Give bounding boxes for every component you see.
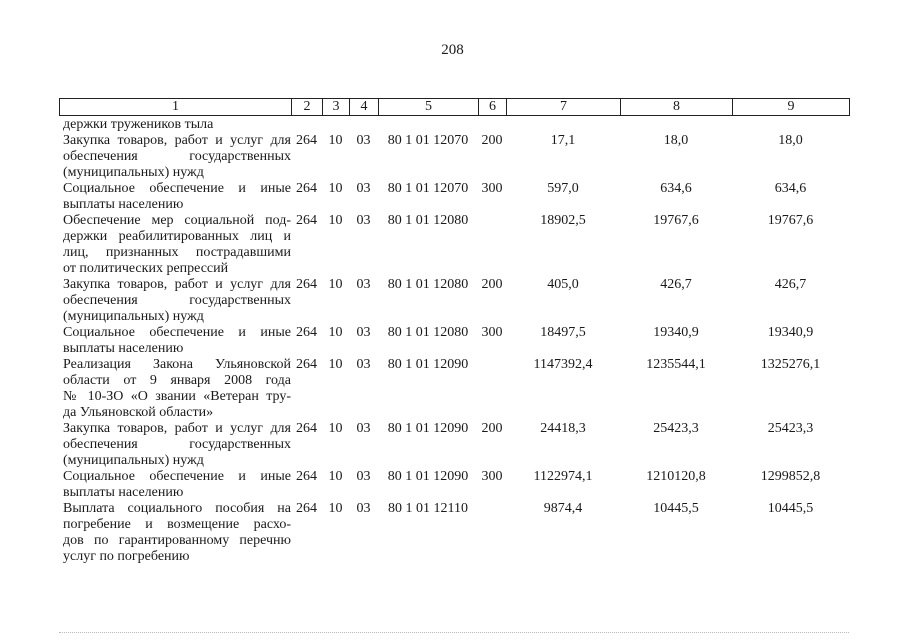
subsection-code: 03 xyxy=(356,357,371,372)
row-description xyxy=(59,421,291,469)
amount-year-1: 17,1 xyxy=(550,133,576,148)
description-line: выплаты населению xyxy=(63,341,184,356)
subsection-code: 03 xyxy=(356,213,371,228)
amount-year-1: 1122974,1 xyxy=(533,469,593,484)
description-line: Социальное обеспечение и иные xyxy=(63,325,291,340)
table-row xyxy=(59,133,849,181)
description-line: (муниципальных) нужд xyxy=(63,309,204,324)
amount-year-3: 19767,6 xyxy=(767,213,814,228)
amount-year-3: 25423,3 xyxy=(767,421,814,436)
target-article-code: 80 1 01 12080 xyxy=(387,325,469,340)
chapter-code: 264 xyxy=(296,133,317,148)
column-header-table xyxy=(59,98,850,116)
column-header-5: 5 xyxy=(379,99,479,116)
column-header-1: 1 xyxy=(60,99,292,116)
table-row xyxy=(59,501,849,565)
amount-year-3: 19340,9 xyxy=(767,325,814,340)
description-line: Обеспечение мер социальной под- xyxy=(63,213,291,228)
chapter-code: 264 xyxy=(296,213,317,228)
subsection-code: 03 xyxy=(356,469,371,484)
row-description xyxy=(59,181,291,213)
chapter-code: 264 xyxy=(296,501,317,516)
target-article-code: 80 1 01 12090 xyxy=(387,469,469,484)
table-row xyxy=(59,469,849,501)
subsection-code: 03 xyxy=(356,421,371,436)
description-line: Закупка товаров, работ и услуг для xyxy=(63,277,291,292)
column-header-7: 7 xyxy=(507,99,621,116)
expense-type-code: 300 xyxy=(481,325,503,340)
subsection-code: 03 xyxy=(356,325,371,340)
expense-type-code: 200 xyxy=(481,421,503,436)
amount-year-1: 597,0 xyxy=(547,181,579,196)
chapter-code: 264 xyxy=(296,421,317,436)
row-description xyxy=(59,117,291,133)
section-code: 10 xyxy=(328,469,343,484)
expense-type-code: 300 xyxy=(481,469,503,484)
row-description xyxy=(59,133,291,181)
amount-year-2: 1235544,1 xyxy=(646,357,706,372)
description-line: выплаты населению xyxy=(63,485,184,500)
target-article-code: 80 1 01 12070 xyxy=(387,133,469,148)
row-description xyxy=(59,357,291,421)
description-line: Социальное обеспечение и иные xyxy=(63,469,291,484)
description-line: дов по гарантированному перечню xyxy=(63,533,291,548)
expense-type-code: 200 xyxy=(481,277,503,292)
section-code: 10 xyxy=(328,501,343,516)
column-header-8: 8 xyxy=(621,99,733,116)
table-row xyxy=(59,421,849,469)
description-line: лиц, признанных пострадавшими xyxy=(63,245,291,260)
row-description xyxy=(59,277,291,325)
table-row xyxy=(59,277,849,325)
description-line: держки реабилитированных лиц и xyxy=(63,229,291,244)
amount-year-3: 18,0 xyxy=(778,133,803,148)
amount-year-2: 18,0 xyxy=(663,133,689,148)
amount-year-3: 10445,5 xyxy=(767,501,814,516)
chapter-code: 264 xyxy=(296,357,317,372)
table-row xyxy=(59,357,849,421)
amount-year-1: 405,0 xyxy=(547,277,579,292)
expense-type-code: 300 xyxy=(481,181,503,196)
description-line: Реализация Закона Ульяновской xyxy=(63,357,291,372)
amount-year-2: 1210120,8 xyxy=(646,469,706,484)
description-line: от политических репрессий xyxy=(63,261,229,276)
amount-year-2: 19767,6 xyxy=(653,213,699,228)
description-line: (муниципальных) нужд xyxy=(63,165,204,180)
target-article-code: 80 1 01 12080 xyxy=(387,277,469,292)
amount-year-1: 9874,4 xyxy=(543,501,583,516)
table-row xyxy=(59,117,849,133)
target-article-code: 80 1 01 12090 xyxy=(387,357,469,372)
budget-table-body xyxy=(59,117,849,565)
chapter-code: 264 xyxy=(296,469,317,484)
description-line: № 10-ЗО «О звании «Ветеран тру- xyxy=(63,389,291,404)
description-line: обеспечения государственных xyxy=(63,293,291,308)
target-article-code: 80 1 01 12110 xyxy=(388,501,468,516)
subsection-code: 03 xyxy=(356,181,371,196)
column-header-4: 4 xyxy=(350,99,379,116)
page-number: 208 xyxy=(441,42,464,58)
amount-year-2: 634,6 xyxy=(660,181,692,196)
chapter-code: 264 xyxy=(296,181,317,196)
expense-type-code: 200 xyxy=(481,133,503,148)
table-row xyxy=(59,213,849,277)
amount-year-3: 1325276,1 xyxy=(760,357,821,372)
description-line: обеспечения государственных xyxy=(63,149,291,164)
chapter-code: 264 xyxy=(296,325,317,340)
amount-year-3: 426,7 xyxy=(774,277,807,292)
target-article-code: 80 1 01 12090 xyxy=(387,421,469,436)
target-article-code: 80 1 01 12070 xyxy=(387,181,469,196)
description-line: области от 9 января 2008 года xyxy=(63,373,291,388)
amount-year-3: 634,6 xyxy=(774,181,807,196)
row-description xyxy=(59,325,291,357)
section-code: 10 xyxy=(328,133,343,148)
column-header-row xyxy=(60,99,850,116)
description-line: Закупка товаров, работ и услуг для xyxy=(63,421,291,436)
column-header-6: 6 xyxy=(479,99,507,116)
description-line: Социальное обеспечение и иные xyxy=(63,181,291,196)
page-bottom-divider xyxy=(59,632,849,633)
subsection-code: 03 xyxy=(356,133,371,148)
description-line: услуг по погребению xyxy=(63,549,190,564)
description-line: Закупка товаров, работ и услуг для xyxy=(63,133,291,148)
row-description xyxy=(59,469,291,501)
section-code: 10 xyxy=(328,421,343,436)
amount-year-2: 426,7 xyxy=(660,277,692,292)
subsection-code: 03 xyxy=(356,501,371,516)
description-line: обеспечения государственных xyxy=(63,437,291,452)
amount-year-1: 18497,5 xyxy=(540,325,586,340)
section-code: 10 xyxy=(328,181,343,196)
section-code: 10 xyxy=(328,213,343,228)
section-code: 10 xyxy=(328,357,343,372)
section-code: 10 xyxy=(328,325,343,340)
amount-year-1: 1147392,4 xyxy=(533,357,593,372)
row-description xyxy=(59,501,291,565)
column-header-2: 2 xyxy=(292,99,323,116)
column-header-9: 9 xyxy=(733,99,850,116)
amount-year-1: 24418,3 xyxy=(540,421,586,436)
amount-year-2: 10445,5 xyxy=(653,501,699,516)
section-code: 10 xyxy=(328,277,343,292)
description-line: держки тружеников тыла xyxy=(63,117,214,132)
table-row xyxy=(59,181,849,213)
table-row xyxy=(59,325,849,357)
column-header-3: 3 xyxy=(323,99,350,116)
target-article-code: 80 1 01 12080 xyxy=(387,213,469,228)
amount-year-3: 1299852,8 xyxy=(760,469,821,484)
amount-year-1: 18902,5 xyxy=(540,213,586,228)
description-line: погребение и возмещение расхо- xyxy=(63,517,291,532)
subsection-code: 03 xyxy=(356,277,371,292)
description-line: Выплата социального пособия на xyxy=(63,501,291,516)
amount-year-2: 25423,3 xyxy=(653,421,699,436)
chapter-code: 264 xyxy=(296,277,317,292)
row-description xyxy=(59,213,291,277)
description-line: (муниципальных) нужд xyxy=(63,453,204,468)
amount-year-2: 19340,9 xyxy=(653,325,699,340)
description-line: да Ульяновской области» xyxy=(63,405,214,420)
description-line: выплаты населению xyxy=(63,197,184,212)
